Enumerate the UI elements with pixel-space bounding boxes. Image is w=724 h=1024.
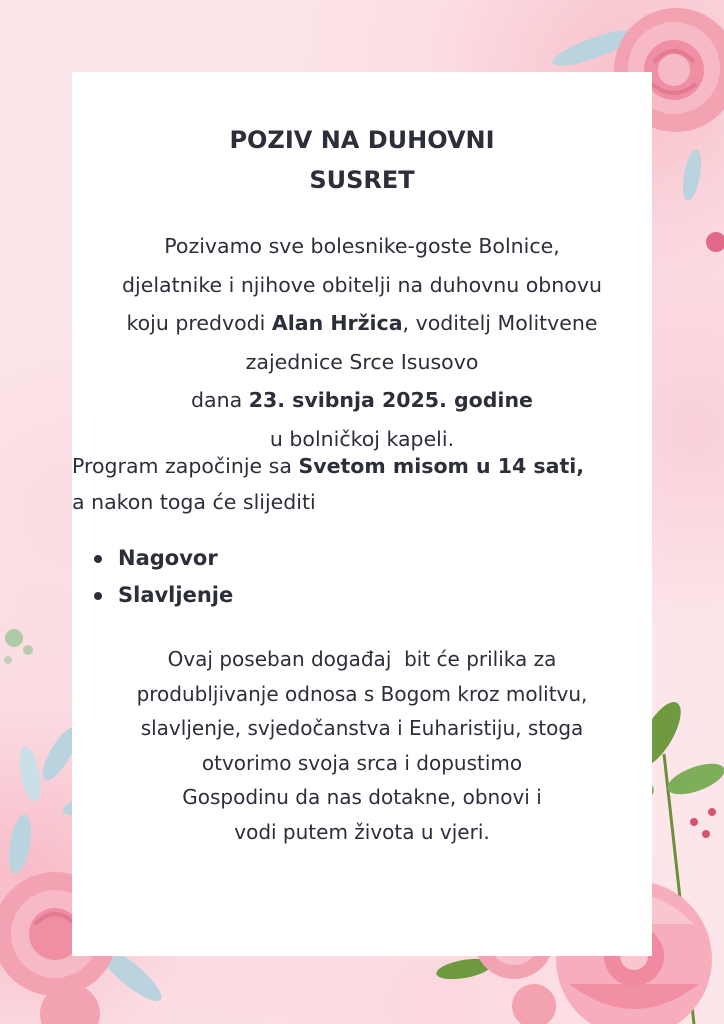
closing-line-5: Gospodinu da nas dotakne, obnovi i (182, 785, 542, 809)
program-paragraph (72, 448, 672, 520)
title-line-2: SUSRET (309, 166, 415, 194)
intro-line-2: djelatnike i njihove obitelji na duhovnu obnovu (122, 272, 602, 297)
program-line-1-pre: Program započinje sa (72, 454, 299, 478)
closing-line-2: produbljivanje odnosa s Bogom kroz molitvu, (136, 681, 588, 706)
page-title (72, 120, 652, 200)
program-list (92, 540, 233, 614)
program-line-1 (72, 448, 672, 484)
intro-line-3-post: , voditelj Molitvene (402, 311, 598, 335)
intro-line-6: u bolničkoj kapeli. (269, 426, 455, 451)
list-item: Slavljenje (92, 577, 233, 614)
leader-name: Alan Hržica (271, 311, 403, 335)
closing-line-3: slavljenje, svjedočanstva i Euharistiju, stoga (140, 716, 584, 740)
list-item: Nagovor (92, 540, 233, 577)
event-date: 23. svibnja 2025. godine (248, 388, 533, 412)
closing-paragraph (72, 642, 652, 849)
title-line-1: POZIV NA DUHOVNI (229, 126, 495, 154)
intro-line-3-pre: koju predvodi (126, 311, 272, 335)
intro-line-1: Pozivamo sve bolesnike-goste Bolnice, (164, 234, 560, 258)
program-line-2: a nakon toga će slijediti (72, 490, 316, 514)
intro-line-3 (72, 304, 652, 343)
closing-line-1: Ovaj poseban događaj bit će prilika za (167, 647, 557, 671)
closing-line-4: otvorimo svoja srca i dopustimo (201, 750, 523, 775)
closing-line-6: vodi putem života u vjeri. (234, 819, 490, 844)
mass-time: Svetom misom u 14 sati, (298, 454, 585, 478)
intro-paragraph (72, 227, 652, 458)
intro-line-4: zajednice Srce Isusovo (245, 349, 479, 374)
intro-line-5-pre: dana (191, 388, 249, 412)
intro-line-5 (72, 381, 652, 420)
